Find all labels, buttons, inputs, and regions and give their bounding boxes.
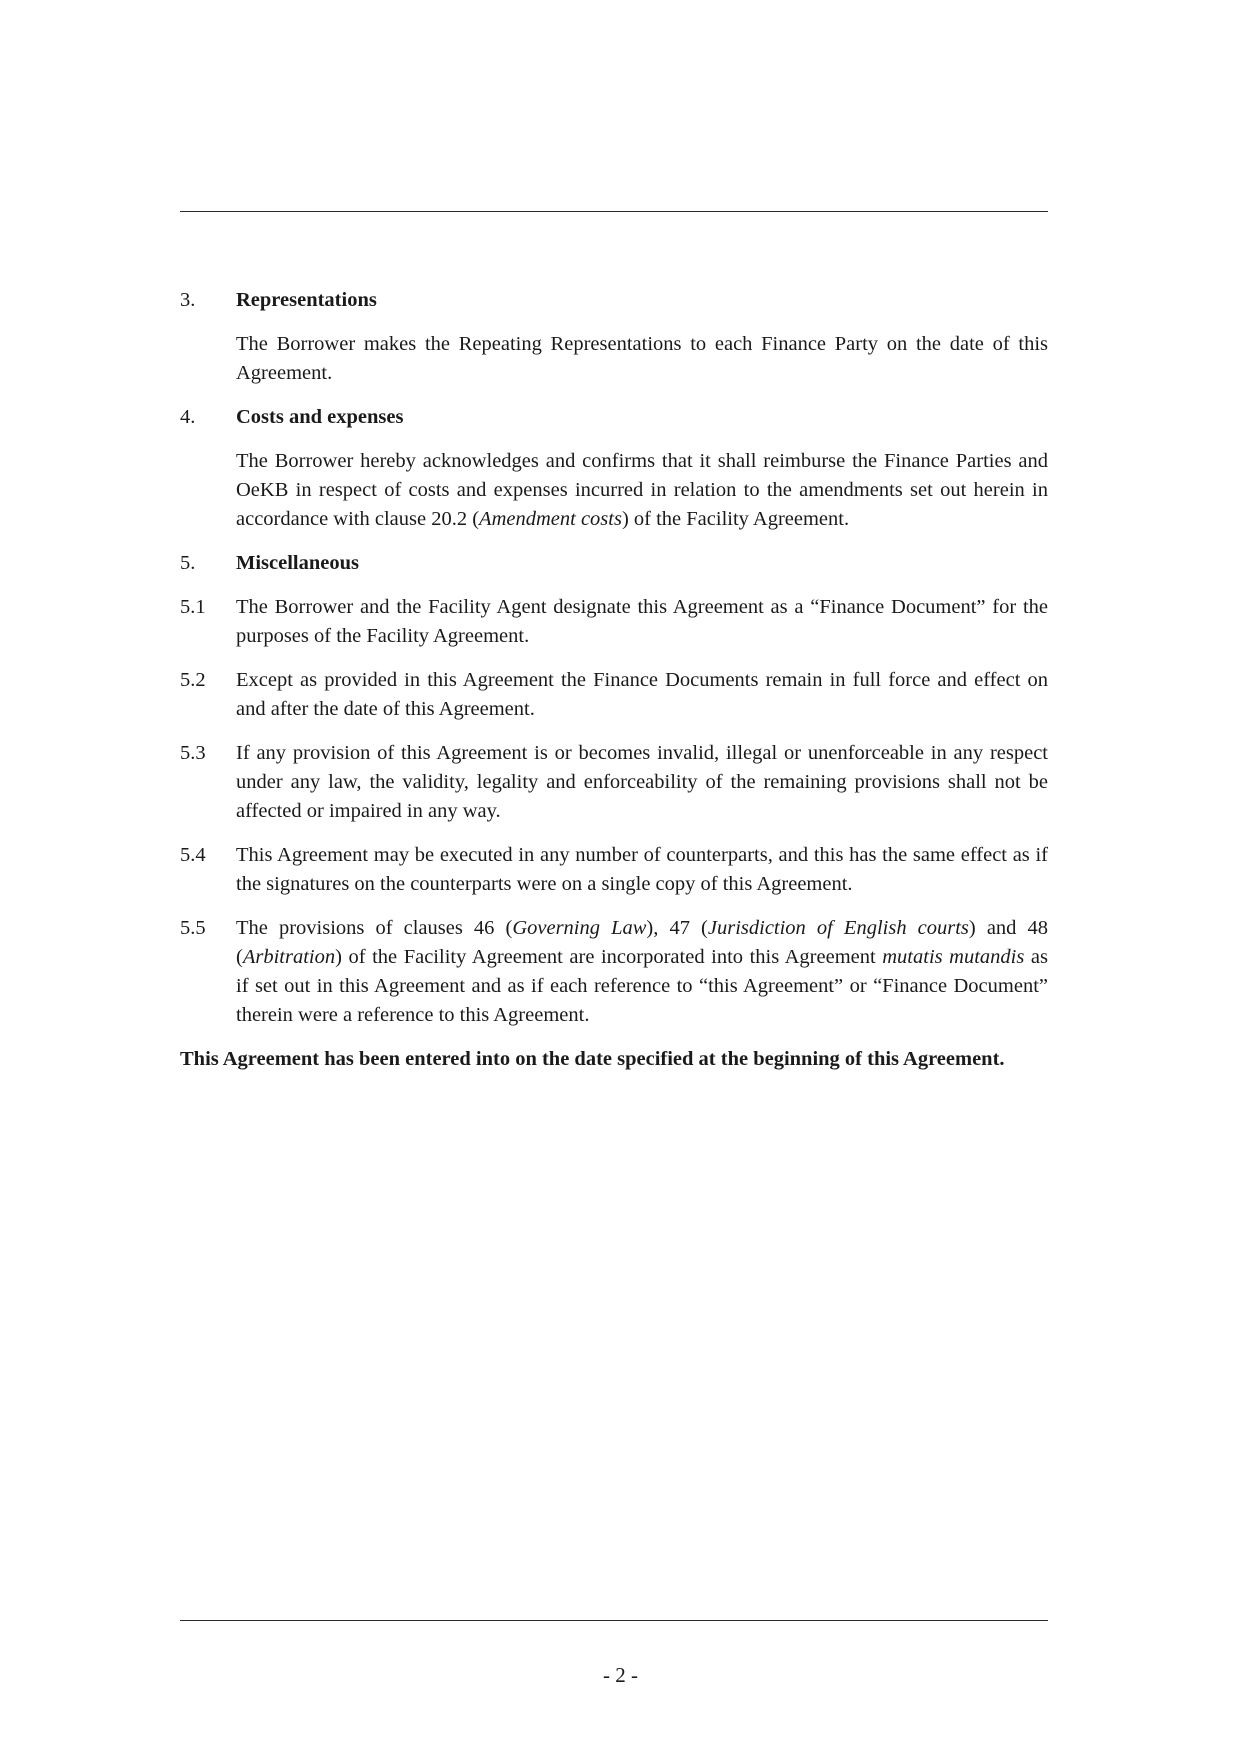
clause-text bbox=[236, 914, 1048, 1030]
section-body-costs bbox=[236, 447, 1048, 534]
section-number: 5. bbox=[180, 552, 196, 574]
clause-text-part: ) of the Facility Agreement are incorporated into this Agreement bbox=[335, 946, 883, 968]
document-body bbox=[180, 286, 1048, 1074]
section-title: Miscellaneous bbox=[236, 552, 359, 574]
costs-text-end: ) of the Facility Agreement. bbox=[621, 508, 850, 530]
section-body-representations: The Borrower makes the Repeating Representations to each Finance Party on the date of this Agreement. bbox=[236, 333, 1048, 384]
closing-statement: This Agreement has been entered into on the date specified at the beginning of this Agreement. bbox=[180, 1048, 1005, 1070]
clause-text: The Borrower and the Facility Agent designate this Agreement as a “Finance Document” for the purposes of the Facility Agreement. bbox=[236, 596, 1048, 647]
clause-5-2 bbox=[180, 666, 1048, 724]
clause-text-italic: Jurisdiction of English courts bbox=[707, 917, 969, 939]
clause-text: Except as provided in this Agreement the Finance Documents remain in full force and effect on and after the date of this Agreement. bbox=[236, 669, 1048, 720]
clause-number: 5.1 bbox=[180, 596, 206, 618]
clause-5-5 bbox=[180, 914, 1048, 1030]
clause-text: This Agreement may be executed in any number of counterparts, and this has the same effect as if the signatures on the counterparts were on a single copy of this Agreement. bbox=[236, 844, 1048, 895]
clause-text-italic: mutatis mutandis bbox=[882, 946, 1025, 968]
clause-text-italic: Governing Law bbox=[512, 917, 647, 939]
clause-5-1 bbox=[180, 593, 1048, 651]
section-title: Representations bbox=[236, 289, 377, 311]
clause-text-part: The provisions of clauses 46 ( bbox=[236, 917, 513, 939]
clause-number: 5.5 bbox=[180, 917, 206, 939]
page-number: - 2 - bbox=[603, 1663, 638, 1687]
clause-text: If any provision of this Agreement is or becomes invalid, illegal or unenforceable in any respect under any law, the validity, legality and enforceability of the remaining provisions shall not be affected or impaired in any way. bbox=[236, 742, 1048, 822]
section-heading-costs bbox=[180, 403, 1048, 432]
clause-text-part: ), 47 ( bbox=[646, 917, 708, 939]
footer-rule bbox=[180, 1620, 1048, 1621]
clause-5-4 bbox=[180, 841, 1048, 899]
clause-number: 5.4 bbox=[180, 844, 206, 866]
section-heading-representations bbox=[180, 286, 1048, 315]
clause-5-3 bbox=[180, 739, 1048, 826]
clause-text-part: ) and 48 ( bbox=[236, 917, 1049, 968]
costs-text-start: The Borrower hereby acknowledges and confirms that it shall reimburse the Finance Parties and OeKB in respect of costs and expenses incurred in relation to the amendments set out herein in accordance with clause 20.2 ( bbox=[236, 450, 1048, 530]
clause-number: 5.2 bbox=[180, 669, 206, 691]
section-number: 4. bbox=[180, 406, 196, 428]
costs-text-italic: Amendment costs bbox=[479, 508, 622, 530]
clause-text-part: as if set out in this Agreement and as if each reference to “this Agreement” or “Finance Document” therein were a reference to this Agreement. bbox=[236, 946, 1048, 1026]
header-rule bbox=[180, 211, 1048, 212]
section-number: 3. bbox=[180, 289, 196, 311]
clause-number: 5.3 bbox=[180, 742, 206, 764]
section-heading-miscellaneous bbox=[180, 549, 1048, 578]
clause-text-italic: Arbitration bbox=[242, 946, 336, 968]
section-title: Costs and expenses bbox=[236, 406, 404, 428]
